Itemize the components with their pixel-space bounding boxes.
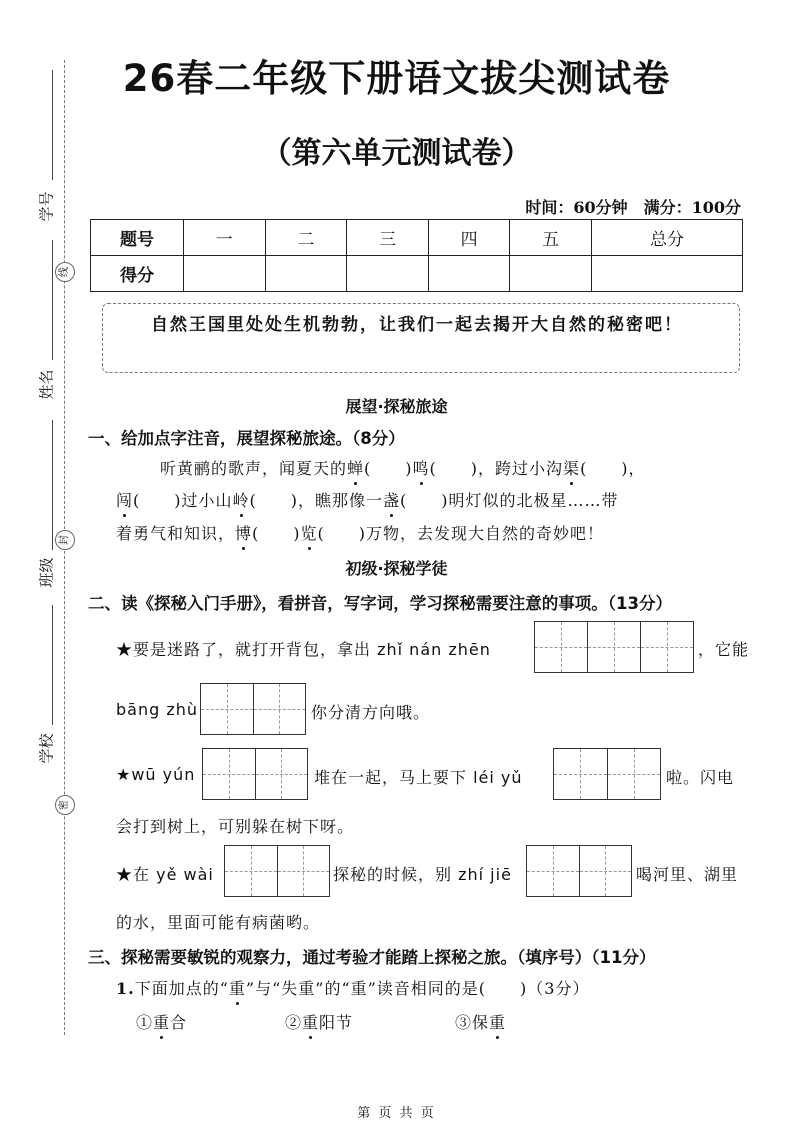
seal-mark-secret: 密 bbox=[55, 795, 75, 815]
seal-mark-seal: 封 bbox=[55, 530, 75, 550]
text: ★要是迷路了，就打开背包，拿出 bbox=[116, 640, 372, 659]
score-table-header-row bbox=[91, 220, 743, 256]
answer-blank-text[interactable]: ”与“失重”的“重”读音相同的是( )（3分） bbox=[245, 979, 590, 998]
answer-blank[interactable]: ( )， bbox=[580, 459, 646, 478]
dotted-char: 渠 bbox=[563, 459, 581, 478]
text: ★在 bbox=[116, 865, 151, 884]
table-cell: 二 bbox=[265, 220, 347, 256]
q1-line-3 bbox=[116, 521, 604, 544]
q3-sub1 bbox=[116, 976, 589, 999]
score-entry-cell[interactable] bbox=[265, 256, 347, 292]
answer-blank[interactable]: ( ) bbox=[252, 524, 301, 543]
text: 下面加点的“ bbox=[134, 979, 229, 998]
answer-blank-text[interactable]: ( )过小山 bbox=[133, 491, 233, 510]
exam-subtitle: （第六单元测试卷） bbox=[261, 136, 532, 171]
grid-cell[interactable] bbox=[278, 846, 330, 896]
grid-cell[interactable] bbox=[201, 684, 254, 734]
q2-item-d: 会打到树上，可别躲在树下呀。 bbox=[116, 817, 355, 836]
q2-item-e-head bbox=[116, 862, 214, 885]
q2-item-c-tail: 啦。闪电 bbox=[666, 768, 735, 787]
class-label: 班级 bbox=[37, 557, 56, 588]
score-entry-cell[interactable] bbox=[347, 256, 429, 292]
q3-option-2[interactable] bbox=[285, 1010, 353, 1033]
class-line bbox=[52, 420, 53, 550]
star-icon: ★ bbox=[116, 765, 132, 784]
score-table bbox=[90, 219, 743, 292]
dotted-char: 蝉 bbox=[347, 459, 365, 478]
intro-box: 自然王国里处处生机勃勃，让我们一起去揭开大自然的秘密吧！ bbox=[102, 303, 740, 373]
dotted-char: 重 bbox=[153, 1013, 171, 1032]
dotted-char: 盏 bbox=[383, 491, 401, 510]
page-footer: 第 页 共 页 bbox=[357, 1106, 436, 1121]
dotted-char: 闯 bbox=[116, 491, 134, 510]
answer-blank-text[interactable]: ( )万物，去发现大自然的奇妙吧！ bbox=[317, 524, 605, 543]
table-cell: 总分 bbox=[591, 220, 742, 256]
grid-cell[interactable] bbox=[527, 846, 580, 896]
table-cell: 题号 bbox=[91, 220, 184, 256]
score-entry-cell[interactable] bbox=[184, 256, 266, 292]
table-cell: 三 bbox=[347, 220, 429, 256]
table-cell: 五 bbox=[510, 220, 592, 256]
name-line bbox=[52, 240, 53, 360]
grid-cell[interactable] bbox=[203, 749, 256, 799]
table-cell: 一 bbox=[184, 220, 266, 256]
q2-item-f: 的水，里面可能有病菌哟。 bbox=[116, 913, 321, 932]
answer-blank-text[interactable]: ( )，瞧那像一 bbox=[249, 491, 384, 510]
grid-cell[interactable] bbox=[608, 749, 661, 799]
text: 听黄鹂的歌声，闻夏天的 bbox=[160, 459, 348, 478]
text: 阳节 bbox=[319, 1013, 354, 1032]
writing-grid-zhinanzhen[interactable] bbox=[534, 621, 694, 673]
writing-grid-yewai[interactable] bbox=[224, 845, 330, 897]
writing-grid-zhijie[interactable] bbox=[526, 845, 632, 897]
dotted-char: 鸣 bbox=[412, 459, 430, 478]
pinyin: léi yǔ bbox=[473, 768, 523, 787]
q1-line-1 bbox=[160, 456, 646, 479]
score-entry-cell[interactable] bbox=[428, 256, 510, 292]
text: ② bbox=[285, 1013, 303, 1032]
student-id-label: 学号 bbox=[37, 191, 56, 222]
table-cell: 得分 bbox=[91, 256, 184, 292]
pinyin: wū yún bbox=[131, 765, 196, 784]
grid-cell[interactable] bbox=[225, 846, 278, 896]
dotted-char: 博 bbox=[235, 524, 253, 543]
section-heading-2: 初级·探秘学徒 bbox=[345, 559, 448, 578]
pinyin: bāng zhù bbox=[116, 700, 199, 719]
q2-item-b-tail: 你分清方向哦。 bbox=[311, 703, 431, 722]
school-line bbox=[52, 605, 53, 725]
exam-title: 26春二年级下册语文拔尖测试卷 bbox=[122, 57, 671, 100]
answer-blank[interactable]: ( ) bbox=[364, 459, 413, 478]
answer-blank-text[interactable]: ( )，跨过小沟 bbox=[429, 459, 564, 478]
dotted-char: 重 bbox=[302, 1013, 320, 1032]
text: 堆在一起，马上要下 bbox=[314, 768, 468, 787]
question-2-title: 二、读《探秘入门手册》，看拼音，写字词，学习探秘需要注意的事项。（13分） bbox=[88, 594, 672, 613]
writing-grid-bangzhu[interactable] bbox=[200, 683, 306, 735]
pinyin: zhí jiē bbox=[458, 865, 512, 884]
question-3-title: 三、探秘需要敏锐的观察力，通过考验才能踏上探秘之旅。（填序号）（11分） bbox=[88, 948, 656, 967]
q3-option-3[interactable] bbox=[455, 1010, 506, 1033]
q1-line-2 bbox=[116, 488, 619, 511]
dotted-char: 岭 bbox=[232, 491, 250, 510]
grid-cell[interactable] bbox=[641, 622, 693, 672]
text: ① bbox=[136, 1013, 154, 1032]
q2-item-e-mid bbox=[333, 862, 512, 885]
dotted-char: 览 bbox=[300, 524, 318, 543]
q3-option-1[interactable] bbox=[136, 1010, 187, 1033]
score-table-score-row bbox=[91, 256, 743, 292]
text: ③保 bbox=[455, 1013, 490, 1032]
section-heading-1: 展望·探秘旅途 bbox=[345, 397, 448, 416]
text: 探秘的时候，别 bbox=[333, 865, 453, 884]
time-score-info: 时间：60分钟 满分：100分 bbox=[525, 198, 741, 217]
q2-item-a-tail: ，它能 bbox=[698, 640, 750, 659]
q2-item-a bbox=[116, 637, 491, 660]
grid-cell[interactable] bbox=[588, 622, 641, 672]
q2-item-b-pinyin bbox=[116, 700, 198, 719]
pinyin: zhǐ nán zhēn bbox=[377, 640, 491, 659]
q2-item-c-head bbox=[116, 765, 195, 784]
grid-cell[interactable] bbox=[554, 749, 608, 799]
q2-item-c-mid bbox=[314, 765, 523, 788]
score-entry-cell[interactable] bbox=[510, 256, 592, 292]
grid-cell[interactable] bbox=[256, 749, 308, 799]
writing-grid-wuyun[interactable] bbox=[202, 748, 308, 800]
answer-blank-text[interactable]: ( )明灯似的北极星……带 bbox=[400, 491, 619, 510]
text: 合 bbox=[170, 1013, 188, 1032]
pinyin: yě wài bbox=[156, 865, 214, 884]
writing-grid-leiyu[interactable] bbox=[553, 748, 661, 800]
school-label: 学校 bbox=[37, 733, 56, 764]
name-label: 姓名 bbox=[37, 369, 56, 400]
dotted-char: 重 bbox=[489, 1013, 507, 1032]
sub-number: 1. bbox=[116, 979, 135, 998]
question-1-title: 一、给加点字注音，展望探秘旅途。（8分） bbox=[88, 429, 405, 448]
grid-cell[interactable] bbox=[254, 684, 306, 734]
table-cell: 四 bbox=[428, 220, 510, 256]
seal-mark-line: 线 bbox=[55, 262, 75, 282]
score-entry-cell[interactable] bbox=[591, 256, 742, 292]
grid-cell[interactable] bbox=[580, 846, 632, 896]
text: 着勇气和知识， bbox=[116, 524, 236, 543]
dotted-char: 重 bbox=[228, 979, 246, 998]
grid-cell[interactable] bbox=[535, 622, 588, 672]
q2-item-e-tail: 喝河里、湖里 bbox=[636, 865, 739, 884]
